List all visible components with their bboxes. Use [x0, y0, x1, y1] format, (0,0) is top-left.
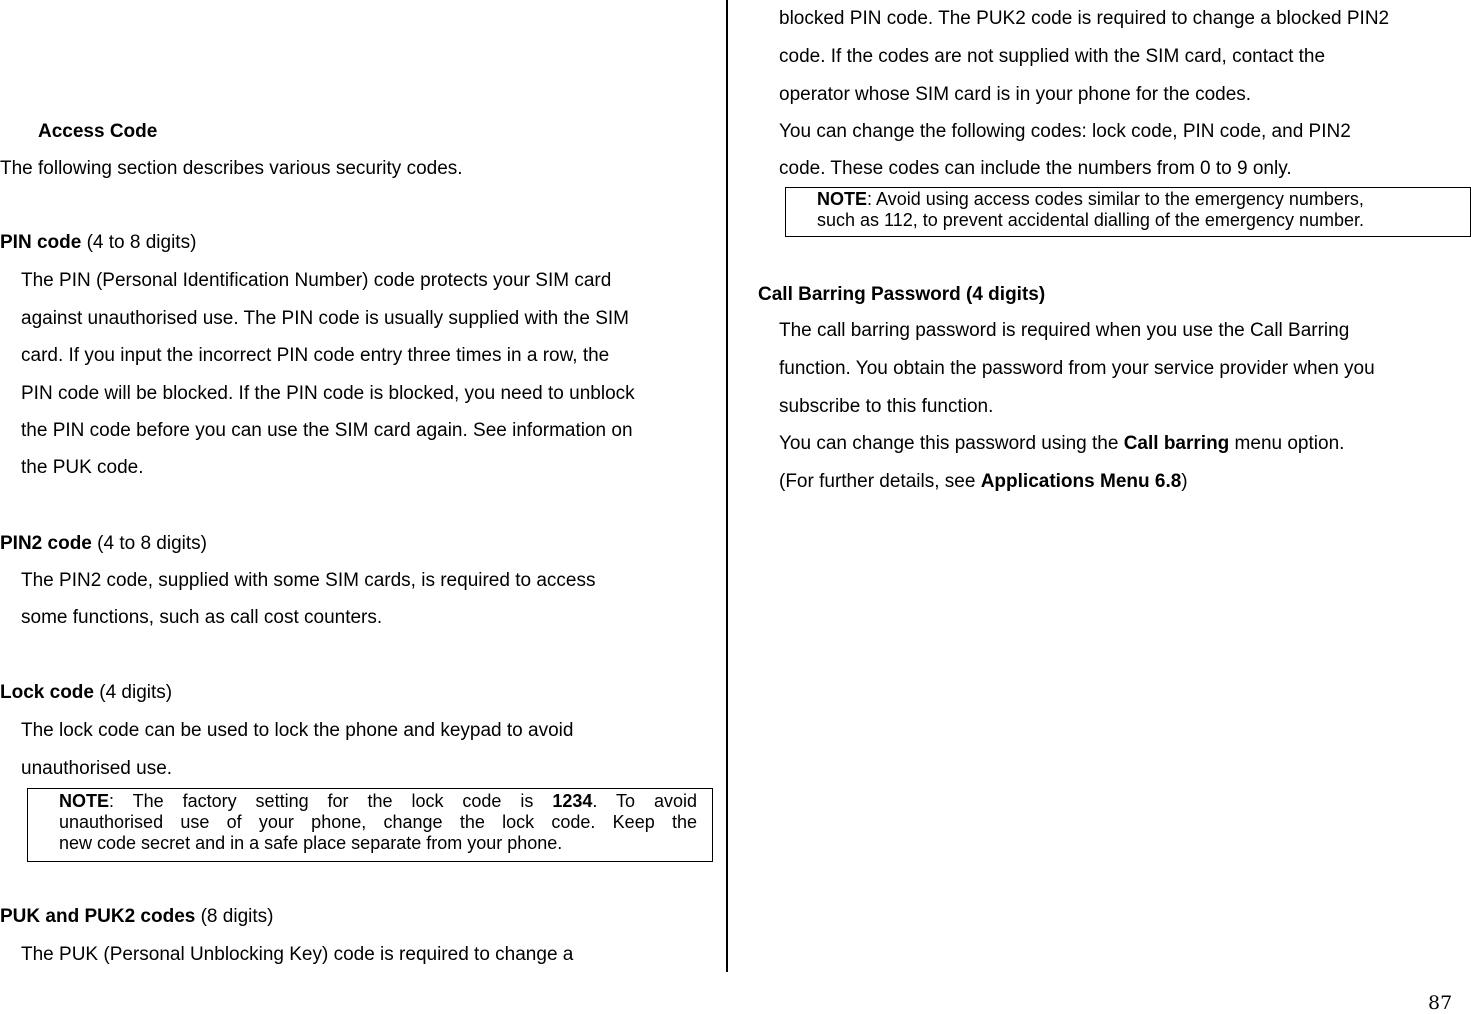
- note-line: unauthorised use of your phone, change the lock code. Keep the: [59, 812, 697, 832]
- call-barring-heading: Call Barring Password (4 digits): [758, 284, 1046, 305]
- lock-code-heading: [0, 682, 172, 704]
- lock-code-note-box: [27, 788, 713, 862]
- lock-code-range: (4 digits): [93, 682, 173, 703]
- pin-text-line: card. If you input the incorrect PIN code entry three times in a row, the: [21, 345, 610, 366]
- note-line: such as 112, to prevent accidental dialling of the emergency number.: [817, 210, 1364, 230]
- note-line: new code secret and in a safe place separate from your phone.: [59, 833, 563, 853]
- pin-text-line: against unauthorised use. The PIN code is usually supplied with the SIM: [21, 308, 629, 329]
- pin2-text-line: The PIN2 code, supplied with some SIM cards, is required to access: [21, 570, 596, 591]
- lock-text-line: unauthorised use.: [21, 758, 173, 779]
- puk-text-line: operator whose SIM card is in your phone for the codes.: [779, 84, 1252, 105]
- pin2-text-line: some functions, such as call cost counters.: [21, 607, 383, 628]
- barring-text-line: function. You obtain the password from your service provider when you: [779, 358, 1375, 379]
- pin2-code-title: PIN2 code: [0, 533, 92, 554]
- change-password-line: [779, 433, 1344, 455]
- puk-codes-title: PUK and PUK2 codes: [0, 906, 196, 927]
- note-label: NOTE: [817, 189, 868, 209]
- call-barring-menu-option: Call barring: [1123, 433, 1230, 454]
- further-details-line: [779, 471, 1188, 493]
- details-text: ): [1181, 471, 1188, 492]
- note-label: NOTE: [59, 791, 110, 811]
- note-line: [59, 791, 697, 812]
- column-divider: [726, 0, 728, 972]
- pin2-code-range: (4 to 8 digits): [91, 533, 207, 554]
- puk-text-line: code. If the codes are not supplied with the SIM card, contact the: [779, 46, 1326, 67]
- page-number: 87: [1428, 992, 1453, 1014]
- pin-code-heading: [0, 232, 196, 254]
- puk-text-line: The PUK (Personal Unblocking Key) code is required to change a: [21, 944, 574, 965]
- applications-menu-ref: Applications Menu 6.8: [980, 471, 1182, 492]
- intro-text: The following section describes various security codes.: [0, 158, 463, 179]
- pin-text-line: the PIN code before you can use the SIM card again. See information on: [21, 420, 633, 441]
- puk-codes-heading: [0, 906, 273, 928]
- note-text: : Avoid using access codes similar to the emergency numbers,: [867, 189, 1364, 209]
- pin-text-line: The PIN (Personal Identification Number) code protects your SIM card: [21, 270, 612, 291]
- note-text: . To avoid: [592, 791, 697, 811]
- note-text: : The factory setting for the lock code is: [109, 791, 553, 811]
- pin-text-line: PIN code will be blocked. If the PIN code is blocked, you need to unblock: [21, 383, 635, 404]
- puk-codes-range: (8 digits): [195, 906, 274, 927]
- pin-code-title: PIN code: [0, 232, 82, 253]
- note-line: [817, 189, 1464, 210]
- factory-code: 1234: [552, 791, 593, 811]
- lock-text-line: The lock code can be used to lock the phone and keypad to avoid: [21, 720, 574, 741]
- barring-text-line: The call barring password is required when you use the Call Barring: [779, 320, 1350, 341]
- pin2-code-heading: [0, 533, 207, 555]
- puk-text-line: You can change the following codes: lock code, PIN code, and PIN2: [779, 121, 1351, 142]
- barring-text: menu option.: [1229, 433, 1345, 454]
- puk-text-line: code. These codes can include the numbers from 0 to 9 only.: [779, 158, 1292, 179]
- emergency-note-box: [785, 187, 1471, 237]
- pin-text-line: the PUK code.: [21, 457, 144, 478]
- lock-code-title: Lock code: [0, 682, 94, 703]
- details-text: (For further details, see: [779, 471, 981, 492]
- barring-text: You can change this password using the: [779, 433, 1124, 454]
- section-heading: Access Code: [38, 121, 158, 142]
- pin-code-range: (4 to 8 digits): [81, 232, 197, 253]
- puk-text-line: blocked PIN code. The PUK2 code is required to change a blocked PIN2: [779, 8, 1390, 29]
- barring-text-line: subscribe to this function.: [779, 396, 994, 417]
